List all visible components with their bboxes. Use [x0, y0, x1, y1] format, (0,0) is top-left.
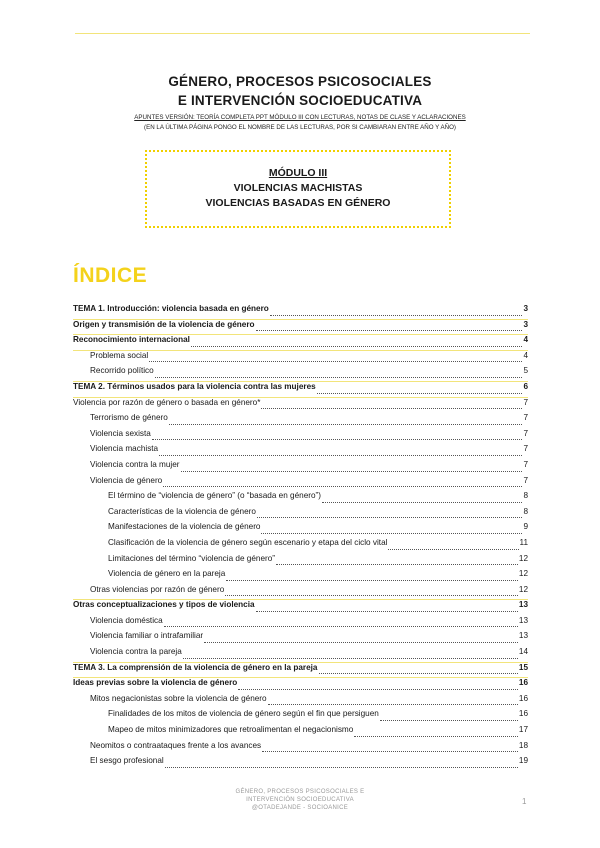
module-line2: VIOLENCIAS BASADAS EN GÉNERO — [205, 197, 391, 209]
toc-entry[interactable] — [73, 413, 528, 429]
toc-dot-leader — [163, 480, 522, 487]
toc-entry-page: 16 — [518, 678, 528, 688]
toc-entry[interactable] — [73, 663, 528, 679]
toc-entry-title: Violencia contra la pareja — [90, 647, 182, 657]
toc-dot-leader — [165, 761, 518, 768]
toc-entry-title: Violencia sexista — [90, 428, 151, 438]
toc-entry-title: Violencia machista — [90, 444, 159, 454]
toc-entry-page: 19 — [518, 756, 528, 766]
toc-entry[interactable] — [73, 725, 528, 741]
toc-entry[interactable] — [73, 694, 528, 710]
toc-entry-title: Violencia contra la mujer — [90, 459, 180, 469]
toc-dot-leader — [226, 574, 518, 581]
toc-entry[interactable] — [73, 741, 528, 757]
toc-entry-title: El término de “violencia de género” (o “basada en género”) — [108, 491, 321, 501]
toc-entry[interactable] — [73, 522, 528, 538]
toc-dot-leader — [183, 652, 518, 659]
index-heading: ÍNDICE — [73, 264, 148, 287]
toc-entry[interactable] — [73, 756, 528, 772]
footer-line3: @OTADEJANDE - SOCIOANICE — [251, 805, 349, 811]
toc-entry-page: 13 — [518, 631, 528, 641]
toc-entry-page: 12 — [518, 553, 528, 563]
toc-entry-title: Terrorismo de género — [90, 413, 168, 423]
toc-dot-leader — [261, 402, 522, 409]
toc-entry-page: 5 — [523, 366, 528, 376]
toc-entry[interactable] — [73, 538, 528, 554]
toc-entry[interactable] — [73, 569, 528, 585]
toc-entry-page: 7 — [523, 475, 528, 485]
toc-entry-title: TEMA 2. Términos usados para la violencia contra las mujeres — [73, 381, 316, 391]
toc-dot-leader — [204, 636, 518, 643]
toc-dot-leader — [164, 620, 518, 627]
document-title-line1: GÉNERO, PROCESOS PSICOSOCIALES — [168, 74, 432, 89]
footer-line2: INTERVENCIÓN SOCIOEDUCATIVA — [246, 797, 354, 803]
module-line1: VIOLENCIAS MACHISTAS — [233, 182, 363, 194]
toc-dot-leader — [152, 433, 523, 440]
toc-dot-leader — [257, 511, 523, 518]
toc-entry-title: Violencia familiar o intrafamiliar — [90, 631, 204, 641]
toc-entry[interactable] — [73, 647, 528, 663]
toc-dot-leader — [322, 496, 522, 503]
toc-entry-page: 7 — [523, 428, 528, 438]
toc-dot-leader — [317, 387, 523, 394]
toc-entry-page: 8 — [523, 491, 528, 501]
toc-entry[interactable] — [73, 507, 528, 523]
toc-entry[interactable] — [73, 351, 528, 367]
toc-entry-page: 16 — [518, 709, 528, 719]
module-title: MÓDULO III — [268, 167, 328, 179]
toc-entry[interactable] — [73, 491, 528, 507]
toc-dot-leader — [270, 309, 523, 316]
toc-entry-title: Neomitos o contraataques frente a los avances — [90, 740, 262, 750]
page-footer — [0, 788, 600, 812]
toc-entry[interactable] — [73, 600, 528, 616]
toc-entry[interactable] — [73, 476, 528, 492]
toc-dot-leader — [181, 465, 523, 472]
toc-entry-title: Características de la violencia de género — [108, 506, 256, 516]
toc-dot-leader — [238, 683, 518, 690]
toc-entry-title: Recorrido político — [90, 366, 154, 376]
toc-entry-page: 13 — [518, 600, 528, 610]
toc-entry-title: Mitos negacionistas sobre la violencia de género — [90, 693, 267, 703]
toc-entry-title: Origen y transmisión de la violencia de género — [73, 319, 255, 329]
toc-entry-page: 18 — [518, 740, 528, 750]
toc-entry-title: Problema social — [90, 350, 149, 360]
toc-dot-leader — [159, 449, 522, 456]
toc-entry-page: 8 — [523, 506, 528, 516]
document-subtitle-line2: (EN LA ÚLTIMA PÁGINA PONGO EL NOMBRE DE LAS LECTURAS, POR SI CAMBIARAN ENTRE AÑO Y AÑO) — [144, 124, 456, 131]
toc-dot-leader — [149, 355, 522, 362]
toc-entry-page: 11 — [519, 537, 528, 547]
toc-entry-title: Reconocimiento internacional — [73, 335, 190, 345]
toc-entry-page: 13 — [518, 615, 528, 625]
toc-dot-leader — [225, 589, 518, 596]
toc-entry-page: 14 — [518, 647, 528, 657]
toc-entry-page: 15 — [518, 662, 528, 672]
toc-entry[interactable] — [73, 460, 528, 476]
toc-entry-title: Violencia de género en la pareja — [108, 569, 226, 579]
toc-entry[interactable] — [73, 444, 528, 460]
toc-dot-leader — [276, 558, 518, 565]
footer-line1: GÉNERO, PROCESOS PSICOSOCIALES E — [235, 789, 365, 795]
toc-entry-title: Violencia doméstica — [90, 615, 163, 625]
toc-dot-leader — [191, 340, 523, 347]
toc-dot-leader — [268, 698, 518, 705]
toc-entry[interactable] — [73, 335, 528, 351]
toc-dot-leader — [256, 324, 523, 331]
toc-entry-page: 6 — [523, 381, 528, 391]
table-of-contents — [73, 304, 528, 772]
toc-entry[interactable] — [73, 554, 528, 570]
toc-entry[interactable] — [73, 585, 528, 601]
toc-dot-leader — [169, 418, 523, 425]
toc-entry-title: TEMA 3. La comprensión de la violencia de género en la pareja — [73, 662, 318, 672]
toc-entry-page: 12 — [518, 569, 528, 579]
toc-entry-title: Manifestaciones de la violencia de género — [108, 522, 261, 532]
toc-entry-title: Limitaciones del término “violencia de género” — [108, 553, 276, 563]
toc-entry-title: Ideas previas sobre la violencia de género — [73, 678, 238, 688]
toc-entry-page: 17 — [518, 725, 528, 735]
toc-entry[interactable] — [73, 382, 528, 398]
toc-entry[interactable] — [73, 398, 528, 414]
toc-entry[interactable] — [73, 678, 528, 694]
toc-dot-leader — [155, 371, 523, 378]
toc-entry[interactable] — [73, 429, 528, 445]
toc-entry-page: 7 — [523, 444, 528, 454]
toc-entry-title: Mapeo de mitos minimizadores que retroalimentan el negacionismo — [108, 725, 354, 735]
toc-entry-title: Violencia de género — [90, 475, 163, 485]
toc-dot-leader — [256, 605, 518, 612]
toc-entry-page: 9 — [523, 522, 528, 532]
toc-entry-page: 7 — [523, 397, 528, 407]
toc-entry[interactable] — [73, 320, 528, 336]
toc-entry[interactable] — [73, 631, 528, 647]
toc-entry-title: El sesgo profesional — [90, 756, 164, 766]
toc-entry-page: 7 — [523, 459, 528, 469]
toc-entry-title: Clasificación de la violencia de género según escenario y etapa del ciclo vital — [108, 537, 388, 547]
toc-entry-title: Otras violencias por razón de género — [90, 584, 225, 594]
toc-dot-leader — [262, 745, 518, 752]
toc-entry-title: Otras conceptualizaciones y tipos de violencia — [73, 600, 255, 610]
toc-entry-page: 7 — [523, 413, 528, 423]
toc-entry-page: 16 — [518, 693, 528, 703]
toc-entry-title: Violencia por razón de género o basada en género* — [73, 397, 261, 407]
toc-entry[interactable] — [73, 304, 528, 320]
toc-entry[interactable] — [73, 709, 528, 725]
toc-dot-leader — [388, 543, 518, 550]
toc-dot-leader — [354, 730, 518, 737]
toc-entry-page: 4 — [523, 350, 528, 360]
module-box — [145, 150, 451, 228]
toc-entry-page: 3 — [523, 319, 528, 329]
toc-entry-page: 4 — [523, 335, 528, 345]
toc-entry-page: 12 — [518, 584, 528, 594]
toc-dot-leader — [261, 527, 522, 534]
toc-dot-leader — [380, 714, 518, 721]
document-subtitle-line1: APUNTES VERSIÓN: TEORÍA COMPLETA PPT MÓDULO III CON LECTURAS, NOTAS DE CLASE Y ACLARACIONES — [134, 114, 466, 121]
toc-entry-page: 3 — [523, 304, 528, 313]
page-number: 1 — [522, 797, 527, 806]
document-title-line2: E INTERVENCIÓN SOCIOEDUCATIVA — [177, 93, 423, 108]
toc-entry-title: TEMA 1. Introducción: violencia basada en género — [73, 304, 269, 313]
toc-entry[interactable] — [73, 616, 528, 632]
toc-dot-leader — [319, 667, 518, 674]
toc-entry-title: Finalidades de los mitos de violencia de género según el fin que persiguen — [108, 709, 379, 719]
toc-entry[interactable] — [73, 366, 528, 382]
top-divider — [75, 33, 530, 34]
